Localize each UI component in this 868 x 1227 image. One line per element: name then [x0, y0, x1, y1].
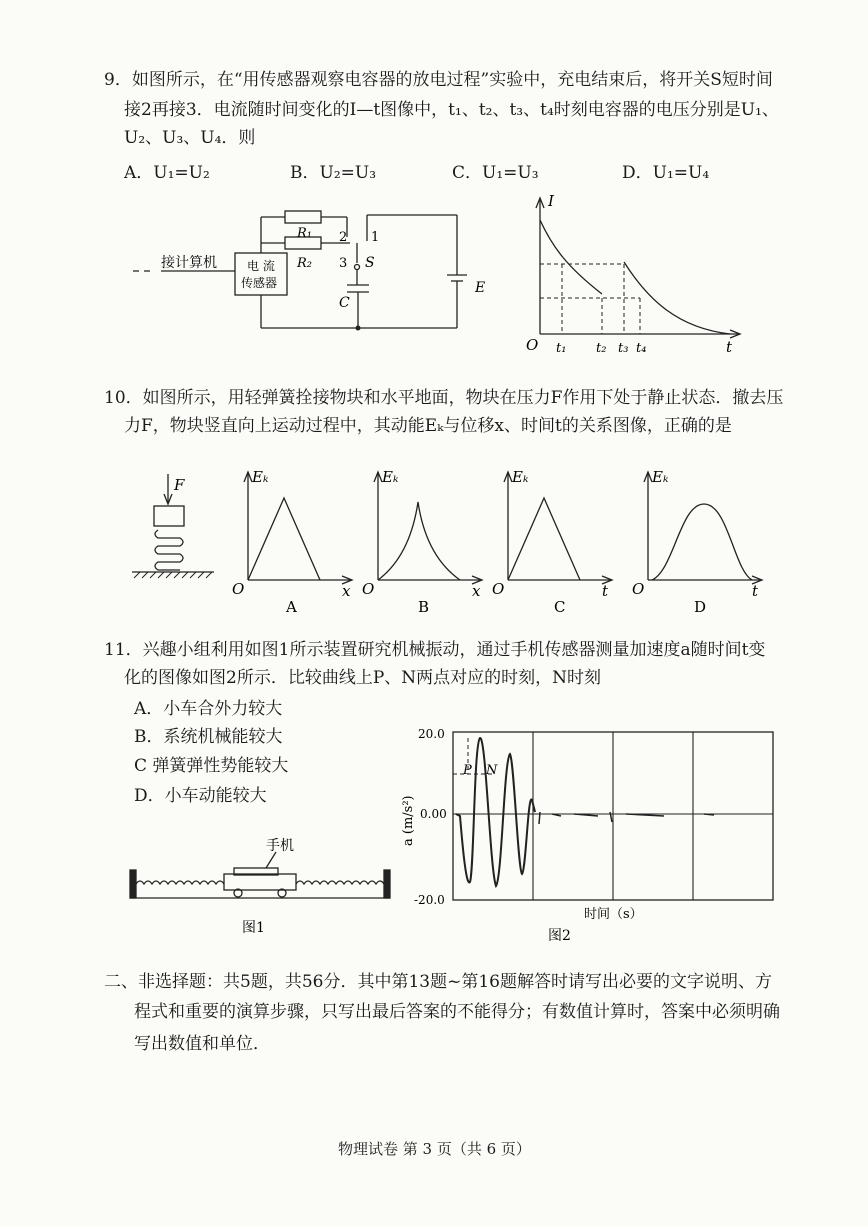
circuit-node-2: 2 [339, 230, 348, 245]
graph-a-origin: O [232, 580, 245, 598]
page-footer: 物理试卷 第 3 页（共 6 页） [338, 1140, 531, 1158]
q9-it-graph [518, 188, 758, 358]
graph-d-letter: D [694, 598, 707, 616]
graph-b-origin: O [362, 580, 375, 598]
circuit-capacitor-label: C [339, 295, 350, 311]
it-graph-t3: t₃ [618, 341, 629, 356]
chart-point-n: N [486, 763, 498, 778]
section-2-line-2: 程式和重要的演算步骤，只写出最后答案的不能得分；有数值计算时，答案中必须明确 [134, 1002, 780, 1022]
q9-line-2: 接2再接3．电流随时间变化的I—t图像中，t₁、t₂、t₃、t₄时刻电容器的电压分别是U₁、 [124, 100, 779, 120]
q11-option-c: C 弹簧弹性势能较大 [134, 756, 289, 776]
q10-line-2: 力F，物块竖直向上运动过程中，其动能Eₖ与位移x、时间t的关系图像，正确的是 [124, 416, 732, 436]
q9-option-b: B．U₂=U₃ [290, 163, 377, 183]
graph-d-ylabel: Eₖ [652, 468, 669, 486]
graph-c-xlabel: t [602, 582, 609, 600]
circuit-switch-label: S [365, 255, 375, 271]
q9-line-1: 9．如图所示，在“用传感器观察电容器的放电过程”实验中，充电结束后，将开关S短时间 [104, 70, 773, 90]
circuit-sensor-label-2: 传感器 [241, 276, 278, 290]
chart-ytick-mid: 0.00 [420, 807, 447, 821]
graph-d-origin: O [632, 580, 645, 598]
q10-graph-a [228, 460, 358, 620]
circuit-node-1: 1 [371, 230, 380, 245]
q11-option-a: A．小车合外力较大 [134, 699, 283, 719]
q10-graph-c [488, 460, 618, 620]
q10-graph-d [628, 460, 768, 620]
it-graph-t4: t₄ [636, 341, 647, 356]
graph-b-ylabel: Eₖ [382, 468, 399, 486]
graph-c-letter: C [554, 598, 566, 616]
q9-option-d: D．U₁=U₄ [622, 163, 710, 183]
q9-circuit-diagram [125, 195, 505, 345]
graph-c-origin: O [492, 580, 505, 598]
section-2-line-3: 写出数值和单位． [134, 1034, 270, 1054]
graph-a-letter: A [286, 598, 297, 616]
circuit-r2-label: R₂ [297, 256, 312, 271]
q11-option-d: D．小车动能较大 [134, 786, 267, 806]
chart-ytick-bottom: -20.0 [414, 893, 445, 907]
section-2-line-1: 二、非选择题：共5题，共56分．其中第13题~第16题解答时请写出必要的文字说明、方 [104, 972, 772, 992]
graph-b-xlabel: x [472, 582, 481, 600]
chart-point-p: P [463, 763, 472, 778]
circuit-battery-label: E [475, 280, 486, 296]
q10-line-1: 10．如图所示，用轻弹簧拴接物块和水平地面，物块在压力F作用下处于静止状态．撤去压 [104, 388, 784, 408]
q10-spring-block-diagram [128, 468, 218, 580]
it-graph-t1: t₁ [556, 341, 567, 356]
q10-graph-b [358, 460, 488, 620]
q9-option-a: A．U₁=U₂ [124, 163, 210, 183]
q11-line-1: 11．兴趣小组利用如图1所示装置研究机械振动，通过手机传感器测量加速度a随时间t变 [104, 640, 766, 660]
q9-line-3: U₂、U₃、U₄．则 [124, 128, 256, 148]
circuit-sensor-label-1: 电 流 [247, 259, 275, 273]
q11-line-2: 化的图像如图2所示．比较曲线上P、N两点对应的时刻，N时刻 [124, 668, 602, 688]
it-graph-t2: t₂ [596, 341, 607, 356]
circuit-r1-label: R₁ [297, 226, 312, 241]
graph-a-ylabel: Eₖ [252, 468, 269, 486]
chart-xlabel: 时间（s） [584, 907, 643, 922]
it-graph-origin: O [526, 336, 539, 354]
figure-1-caption: 图1 [242, 920, 265, 936]
graph-c-ylabel: Eₖ [512, 468, 529, 486]
it-graph-ylabel: I [548, 192, 554, 210]
graph-d-xlabel: t [752, 582, 759, 600]
circuit-computer-label: 接计算机 [161, 255, 217, 271]
chart-ytick-top: 20.0 [418, 727, 445, 741]
q11-figure-1 [126, 832, 396, 942]
phone-label: 手机 [266, 838, 294, 854]
q9-option-c: C．U₁=U₃ [452, 163, 539, 183]
force-label: F [174, 476, 185, 494]
chart-ylabel: a (m/s²) [401, 795, 416, 846]
it-graph-xlabel: t [726, 338, 733, 356]
circuit-node-3: 3 [339, 256, 348, 271]
graph-b-letter: B [418, 598, 430, 616]
q11-option-b: B．系统机械能较大 [134, 727, 283, 747]
figure-2-caption: 图2 [548, 928, 571, 944]
graph-a-xlabel: x [342, 582, 351, 600]
q11-figure-2-chart [398, 720, 783, 950]
